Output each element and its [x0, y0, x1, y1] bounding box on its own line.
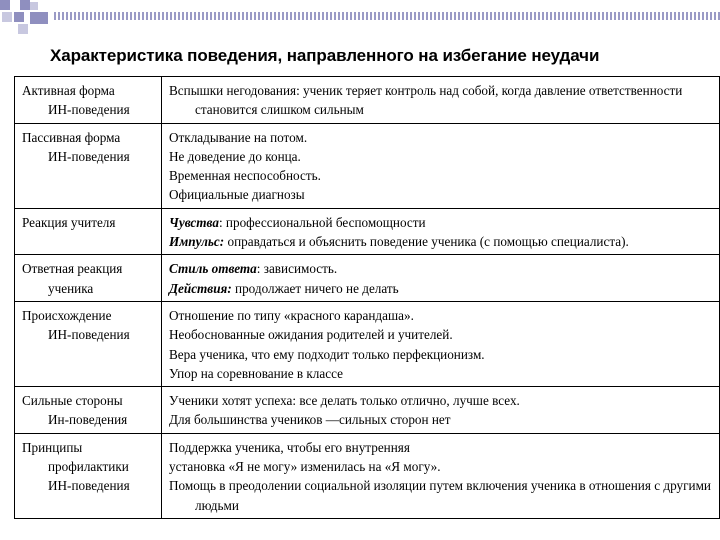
description-line [169, 81, 713, 120]
row-description-cell [162, 301, 720, 386]
header-dotted-rule [52, 12, 720, 24]
row-label-cell [15, 301, 162, 386]
row-description-cell [162, 433, 720, 518]
line-text: Поддержка ученика, чтобы его внутренняя [169, 439, 410, 455]
line-text: Необоснованные ожидания родителей и учителей. [169, 327, 453, 343]
line-text: установка «Я не могу» изменилась на «Я могу». [169, 459, 441, 475]
table-row [15, 208, 720, 255]
row-label-cell [15, 387, 162, 434]
table-row [15, 77, 720, 124]
description-line [169, 391, 713, 410]
description-line [169, 166, 713, 185]
behavior-table [14, 76, 720, 519]
row-description-cell [162, 255, 720, 302]
line-text: : зависимость. [256, 261, 338, 277]
row-label-text: Ин-поведения [48, 412, 128, 428]
line-text: Временная неспособность. [169, 168, 321, 184]
slide-title: Характеристика поведения, направленного на избегание неудачи [50, 46, 600, 65]
line-text: Помощь в преодолении социальной изоляции путем включения ученика в отношения с другими людьми [169, 478, 711, 513]
row-label-text: Происхождение [22, 307, 112, 323]
row-label-text: Активная форма [22, 83, 115, 98]
corner-squares-decoration [0, 0, 60, 40]
line-text: Вспышки негодования: ученик теряет контроль над собой, когда давление ответственности становится слишком сильным [169, 83, 683, 118]
description-line [169, 232, 713, 251]
description-line [169, 457, 713, 476]
row-label-text: Принципы [22, 439, 83, 455]
description-line [169, 147, 713, 166]
keyword-label: Стиль ответа [169, 261, 257, 277]
row-label-cell [15, 77, 162, 124]
keyword-label: Чувства [169, 214, 219, 230]
line-text: Для большинства учеников —сильных сторон нет [169, 412, 451, 428]
row-description-cell [162, 123, 720, 208]
keyword-label: Импульс: [169, 234, 225, 250]
row-label-text: Ответная реакция [22, 261, 123, 277]
description-line [169, 128, 713, 147]
table-row [15, 255, 720, 302]
row-label-text: профилактики [48, 459, 129, 475]
description-line [169, 185, 713, 204]
description-line [169, 345, 713, 364]
description-line [169, 306, 713, 325]
row-label-cell [15, 208, 162, 255]
row-description-cell [162, 208, 720, 255]
table-row [15, 387, 720, 434]
line-text: продолжает ничего не делать [231, 280, 399, 296]
line-text: Упор на соревнование в классе [169, 365, 343, 381]
row-label-cell [15, 255, 162, 302]
row-label-text: ИН-поведения [48, 148, 130, 164]
table-row [15, 301, 720, 386]
description-line [169, 279, 713, 298]
row-label-text: ученика [48, 280, 94, 296]
line-text: Вера ученика, что ему подходит только перфекционизм. [169, 346, 485, 362]
line-text: Не доведение до конца. [169, 148, 301, 164]
row-label-text: ИН-поведения [48, 478, 130, 494]
line-text: Откладывание на потом. [169, 129, 308, 145]
row-label-cell [15, 123, 162, 208]
line-text: Ученики хотят успеха: все делать только отлично, лучше всех. [169, 393, 520, 409]
line-text: Отношение по типу «красного карандаша». [169, 307, 414, 323]
description-line [169, 325, 713, 344]
row-label-text: ИН-поведения [48, 102, 130, 118]
keyword-label: Действия: [169, 280, 232, 296]
description-line [169, 476, 713, 515]
description-line [169, 259, 713, 278]
line-text: Официальные диагнозы [169, 187, 305, 203]
description-line [169, 364, 713, 383]
description-line [169, 410, 713, 429]
line-text: оправдаться и объяснить поведение ученика (с помощью специалиста). [224, 234, 629, 250]
description-line [169, 438, 713, 457]
row-label-text: Сильные стороны [22, 393, 123, 409]
row-label-text: Реакция учителя [22, 214, 116, 230]
table-row [15, 433, 720, 518]
table-row [15, 123, 720, 208]
row-label-text: Пассивная форма [22, 129, 121, 145]
row-label-cell [15, 433, 162, 518]
row-description-cell [162, 387, 720, 434]
row-description-cell [162, 77, 720, 124]
line-text: : профессиональной беспомощности [218, 214, 426, 230]
row-label-text: ИН-поведения [48, 327, 130, 343]
description-line [169, 213, 713, 232]
